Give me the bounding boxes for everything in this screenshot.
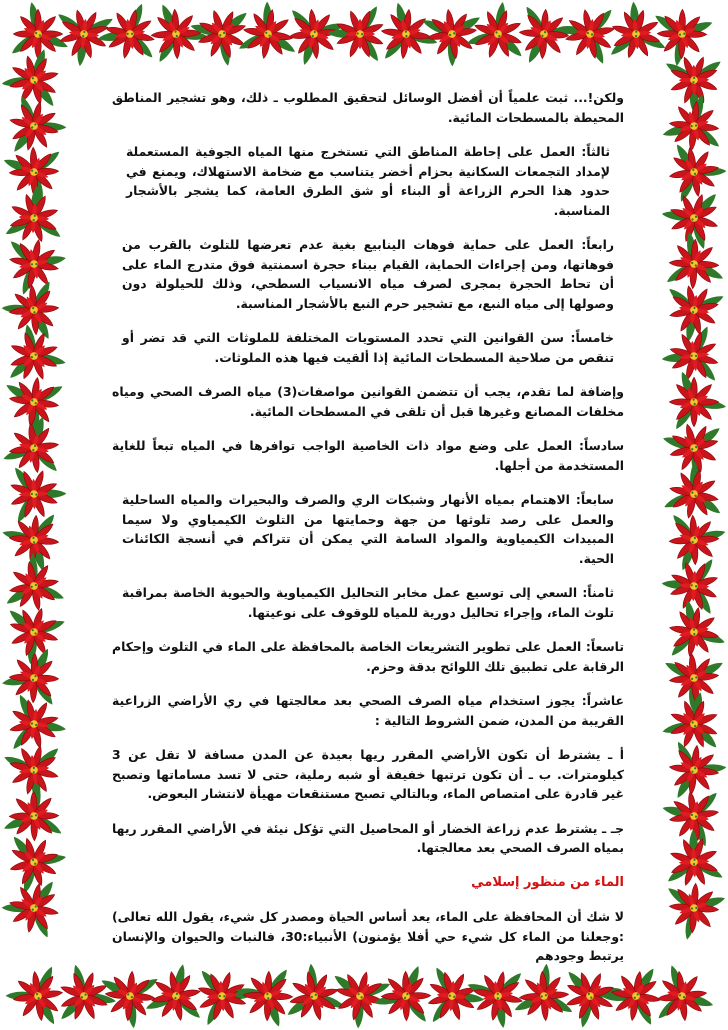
paragraph-sixth: سادساً: العمل على وضع مواد ذات الخاصية الواجب توافرها في المياه تبعاً للغاية المستخدمة من أجلها. bbox=[112, 438, 624, 473]
paragraph-condition-a-b: أ ـ يشترط أن تكون الأراضي المقرر ريها بعيدة عن المدن مسافة لا تقل عن 3 كيلومترات. ب ـ أن تكون ترتبها خفيفة أو شبه رملية، حتى لا تسد مساماتها وتصبح غير قادرة على امتصاص الماء، وبالتالي تصبح مستنقعات مهيأة لانتشار البعوض. bbox=[112, 747, 624, 801]
poinsettia-flower-icon bbox=[650, 960, 716, 1024]
paragraph-ninth: تاسعاً: العمل على تطوير التشريعات الخاصة بالمحافظة على الماء في التلوث وإحكام الرقابة على تطبيق تلك اللوائح بدقة وحزم. bbox=[112, 639, 624, 674]
poinsettia-flower-icon bbox=[2, 93, 72, 165]
poinsettia-flower-icon bbox=[10, 1, 70, 58]
poinsettia-flower-icon bbox=[664, 275, 728, 346]
poinsettia-flower-icon bbox=[90, 0, 171, 78]
paragraph-fifth: خامساً: سن القوانين التي تحدد المستويات المختلفة للملوثات التي قد تضر أو تنقص من صلاحية المسطحات المائية إذا ألقيت فيها هذه الملوثات. bbox=[122, 330, 614, 365]
poinsettia-flower-icon bbox=[652, 405, 728, 485]
poinsettia-flower-icon bbox=[517, 4, 578, 67]
paragraph-tenth: عاشراً: يجوز استخدام مياه الصرف الصحي بعد معالجتها في ري الأراضي الزراعية القريبة من المدن، ضمن الشروط التالية : bbox=[112, 693, 624, 728]
poinsettia-flower-icon bbox=[661, 456, 728, 525]
paragraph-closing: لا شك أن المحافظة على الماء، يعد أساس الحياة ومصدر كل شيء، يقول الله تعالى) :وجعلنا من الماء كل شيء حي أفلا يؤمنون) الأنبياء:30، فالنبات والحيوان والإنسان يرتبط وجودهم bbox=[112, 909, 624, 963]
paragraph-eighth: ثامناً: السعي إلى توسيع عمل مخابر التحاليل الكيمياوية والحيوية الخاصة بمراقبة تلوث الماء، وإجراء تحاليل دورية للمياه للوقوف على نوعيتها. bbox=[122, 585, 614, 620]
paragraph-intro: ولكن!... ثبت علمياً أن أفضل الوسائل لتحقيق المطلوب ـ ذلك، وهو تشجير المناطق المحيطة بالمسطحات المائية. bbox=[112, 90, 624, 125]
paragraph-fourth: رابعاً: العمل على حماية فوهات الينابيع بغية عدم تعرضها للتلوث بالقرب من فوهاتها، ومن إجراءات الحماية، القيام ببناء حجرة اسمنتية فوق متدرج الماء على أن تحاط الحجرة بمجرى لصرف مياه الانسياب السطحي، وذلك للحيلولة دون وصولها إلى مياه النبع، مع تشجير حرم النبع بالأشجار المناسبة. bbox=[122, 237, 614, 311]
poinsettia-flower-icon bbox=[665, 230, 728, 290]
poinsettia-flower-icon bbox=[651, 823, 728, 901]
paragraph-addition: وإضافة لما تقدم، يجب أن تتضمن القوانين مواصفات(3) مياه الصرف الصحي ومياه مخلفات المصانع وغيرها قبل أن تلقى في المسطحات المائية. bbox=[112, 384, 624, 419]
paragraph-condition-c: جـ ـ يشترط عدم زراعة الخضار أو المحاصيل التي تؤكل نيئة في الأراضي المقرر ريها بمياه الصرف الصحي بعد معالجتها. bbox=[112, 820, 624, 855]
section-heading: الماء من منظور إسلامي bbox=[471, 874, 624, 890]
paragraph-third: ثالثاً: العمل على إحاطة المناطق التي تستخرج منها المياه الجوفية المستعملة لإمداد التجمعات السكانية بحزام أخضر يتناسب مع ضخامة الاستهلاك، ويمنع في حدود هذا الحرم الزراعة أو البناء أو شق الطرق العامة، كما يشجر بالأشجار المناسبة. bbox=[126, 144, 610, 218]
poinsettia-flower-icon bbox=[668, 510, 728, 573]
document-body bbox=[112, 88, 624, 970]
poinsettia-flower-icon bbox=[649, 592, 728, 674]
poinsettia-flower-icon bbox=[554, 4, 624, 72]
poinsettia-flower-icon bbox=[666, 739, 728, 805]
poinsettia-flower-icon bbox=[373, 964, 431, 1025]
poinsettia-flower-icon bbox=[322, 1, 399, 76]
paragraph-seventh: سابعاً: الاهتمام بمياه الأنهار وشبكات الري والصرف والبحيرات والمياه الساحلية والعمل على رصد تلوثها من جهة وحمايتها من التلوث الكيمياوي ولا سيما المبيدات الكيمياوية والمواد السامة التي يمكن أن تتراكم في أنسجة الكائنات الحية. bbox=[122, 492, 614, 566]
poinsettia-flower-icon bbox=[0, 267, 79, 349]
poinsettia-flower-icon bbox=[236, 0, 305, 64]
poinsettia-flower-icon bbox=[592, 0, 671, 74]
